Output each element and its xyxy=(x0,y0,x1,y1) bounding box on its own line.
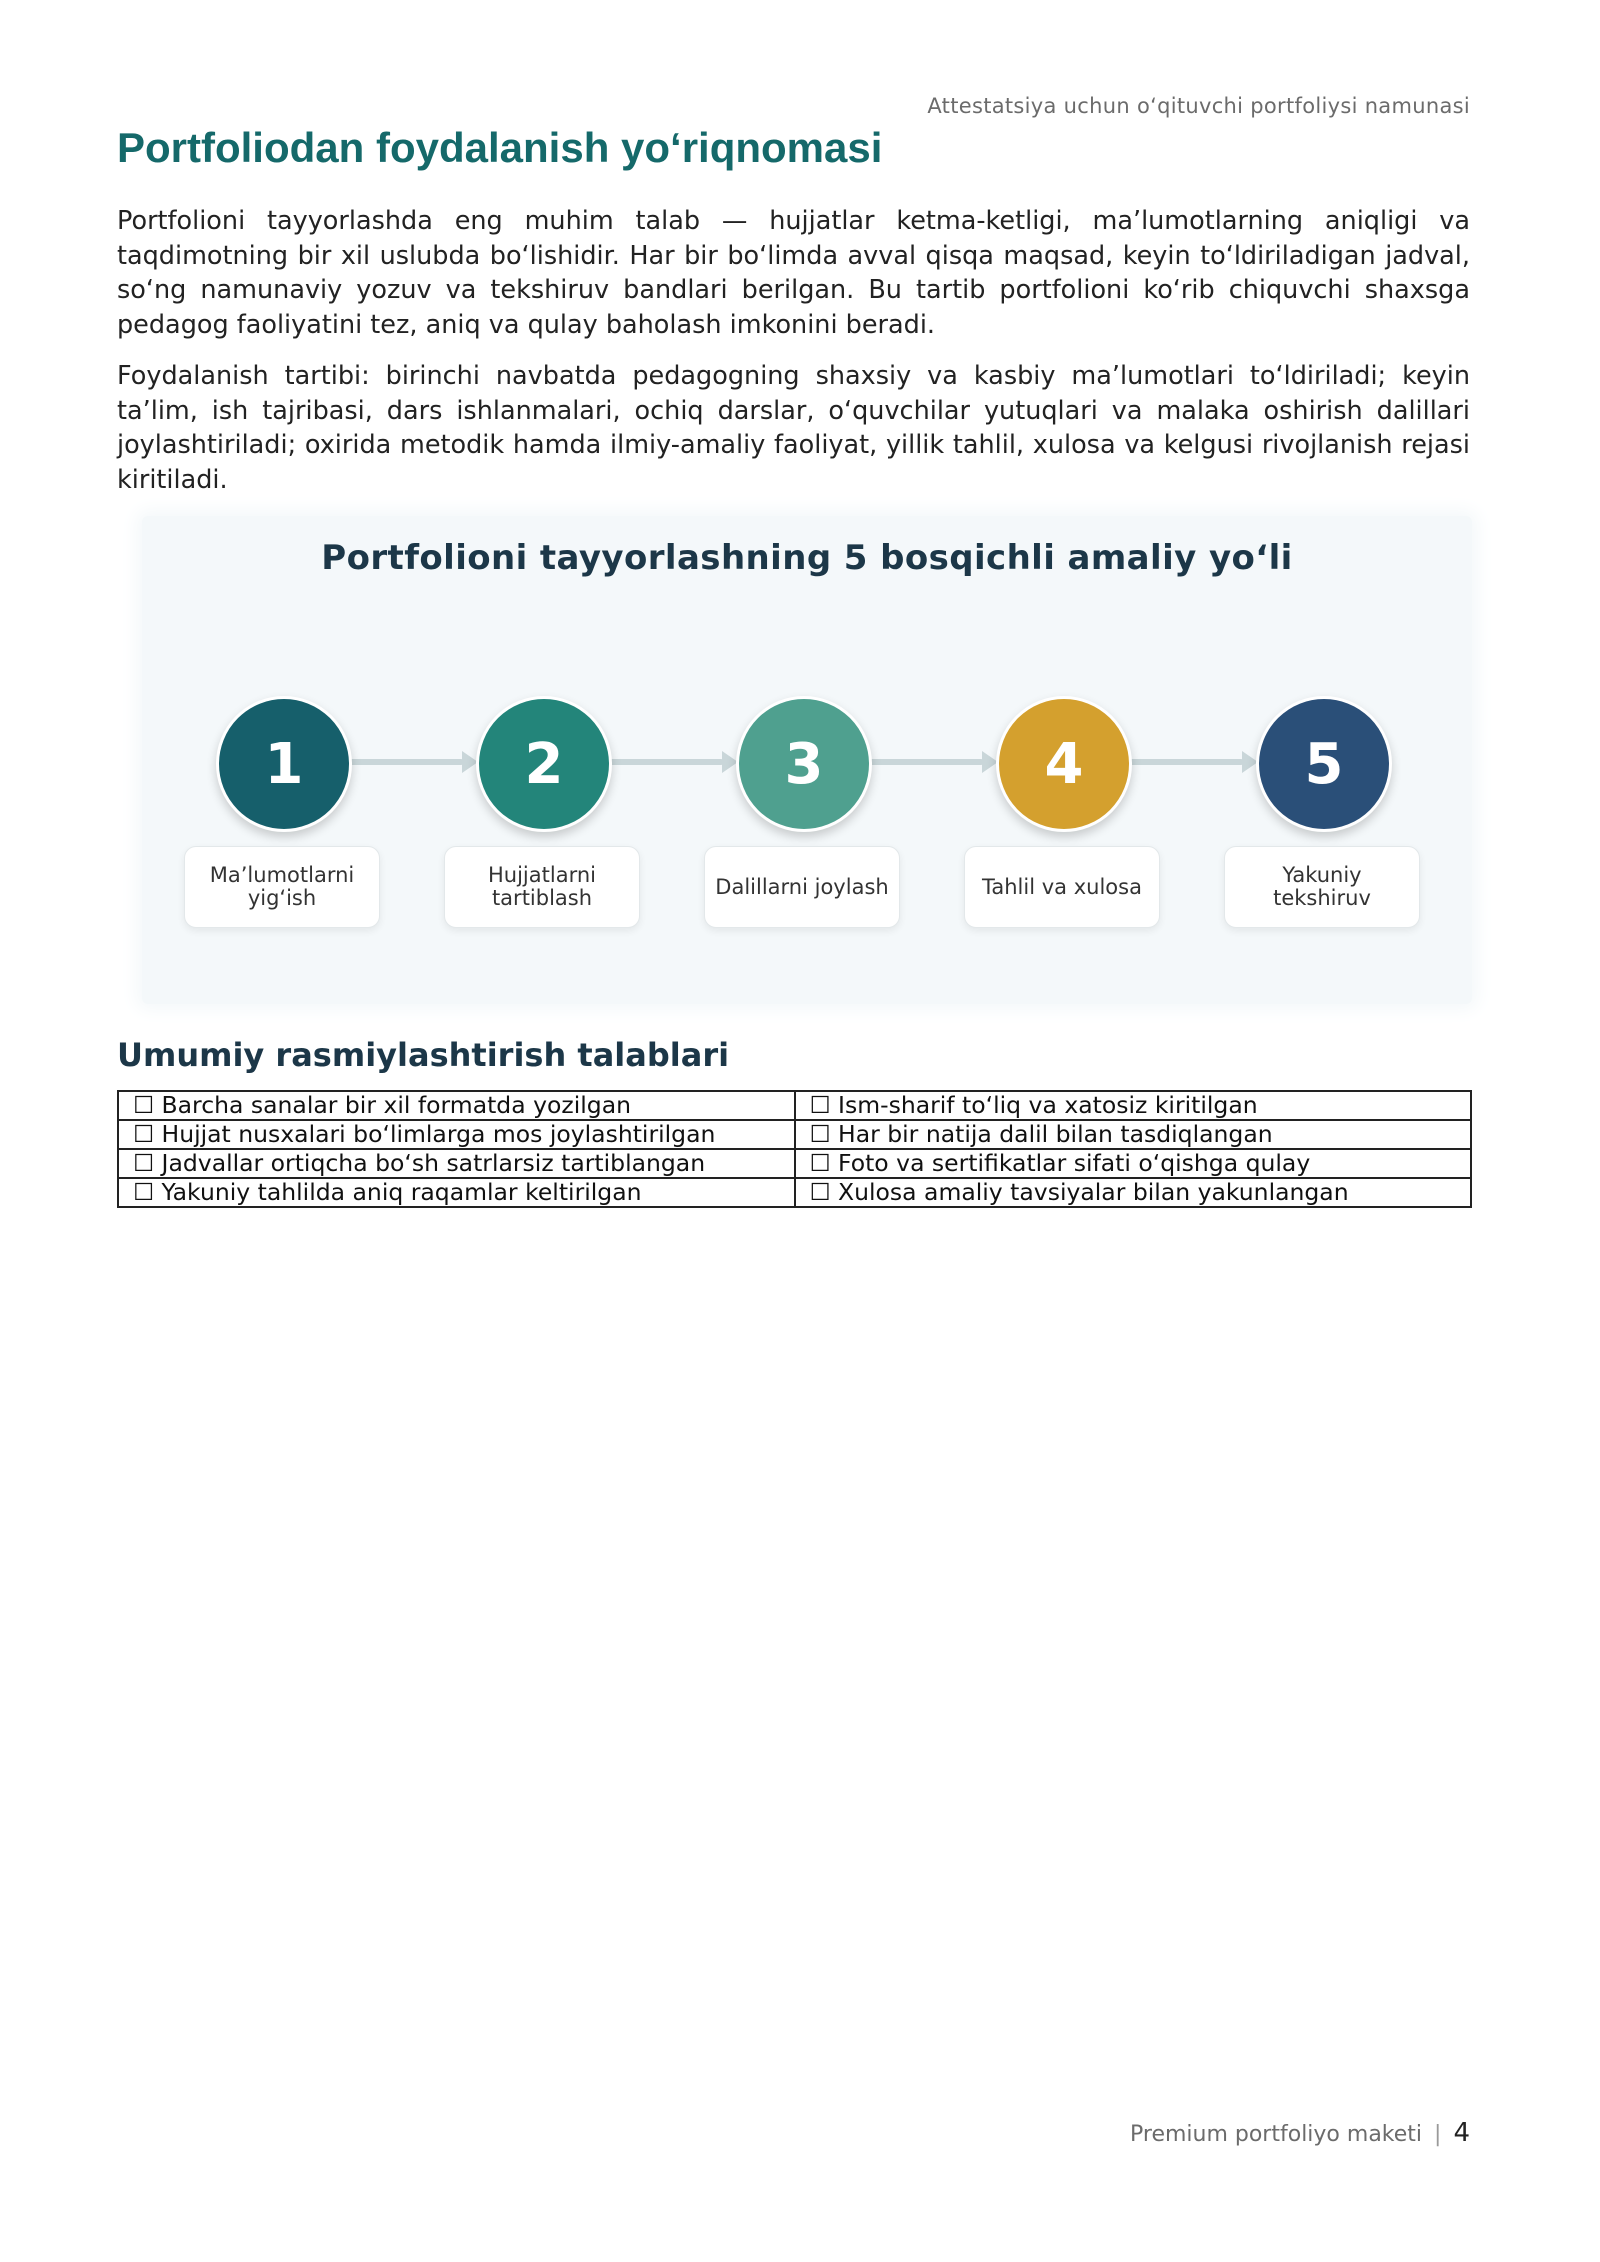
page-footer xyxy=(1130,2118,1470,2148)
checklist-item: ☐ Har bir natija dalil bilan tasdiqlangan xyxy=(795,1120,1472,1149)
step-3-label: Dalillarni joylash xyxy=(704,846,900,928)
page-number: 4 xyxy=(1453,2118,1470,2148)
checklist-item: ☐ Jadvallar ortiqcha bo‘sh satrlarsiz tartiblangan xyxy=(118,1149,795,1178)
usage-paragraph: Foydalanish tartibi: birinchi navbatda pedagogning shaxsiy va kasbiy ma’lumotlari to‘ldiriladi; keyin ta’lim, ish tajribasi, dars ishlanmalari, ochiq darslar, o‘quvchilar yutuqlari va malaka oshirish dalillari joylashtiriladi; oxirida metodik hamda ilmiy-amaliy faoliyat, yillik tahlil, xulosa va kelgusi rivojlanish rejasi kiritiladi. xyxy=(117,361,1470,495)
step-4-label: Tahlil va xulosa xyxy=(964,846,1160,928)
step-3-circle: 3 xyxy=(736,696,872,832)
requirements-checklist-table xyxy=(117,1090,1472,1208)
footer-label: Premium portfoliyo maketi xyxy=(1130,2122,1423,2147)
step-2-label: Hujjatlarni tartiblash xyxy=(444,846,640,928)
step-1-label: Ma’lumotlarni yig‘ish xyxy=(184,846,380,928)
checklist-item: ☐ Foto va sertifikatlar sifati o‘qishga qulay xyxy=(795,1149,1472,1178)
page-title: Portfoliodan foydalanish yo‘riqnomasi xyxy=(117,124,883,171)
step-5-label: Yakuniy tekshiruv xyxy=(1224,846,1420,928)
step-2-circle: 2 xyxy=(476,696,612,832)
running-header: Attestatsiya uchun o‘qituvchi portfoliysi namunasi xyxy=(927,94,1470,118)
step-1-circle: 1 xyxy=(216,696,352,832)
checklist-item: ☐ Hujjat nusxalari bo‘limlarga mos joylashtirilgan xyxy=(118,1120,795,1149)
intro-paragraph: Portfolioni tayyorlashda eng muhim talab — hujjatlar ketma-ketligi, ma’lumotlarning aniqligi va taqdimotning bir xil uslubda bo‘lishidir. Har bir bo‘limda avval qisqa maqsad, keyin to‘ldiriladigan jadval, so‘ng namunaviy yozuv va tekshiruv bandlari berilgan. Bu tartib portfolioni ko‘rib chiquvchi shaxsga pedagog faoliyatini tez, aniq va qulay baholash imkonini beradi. xyxy=(117,206,1470,340)
checklist-item: ☐ Barcha sanalar bir xil formatda yozilgan xyxy=(118,1091,795,1120)
table-row xyxy=(118,1149,1471,1178)
infographic-title: Portfolioni tayyorlashning 5 bosqichli amaliy yo‘li xyxy=(321,538,1293,578)
requirements-heading: Umumiy rasmiylashtirish talablari xyxy=(117,1036,730,1074)
step-connector-arrow xyxy=(1126,759,1244,765)
table-row xyxy=(118,1178,1471,1207)
table-row xyxy=(118,1091,1471,1120)
footer-separator: | xyxy=(1434,2122,1442,2147)
step-4-circle: 4 xyxy=(996,696,1132,832)
checklist-item: ☐ Ism-sharif to‘liq va xatosiz kiritilgan xyxy=(795,1091,1472,1120)
step-connector-arrow xyxy=(606,759,724,765)
table-row xyxy=(118,1120,1471,1149)
steps-infographic xyxy=(142,516,1472,1004)
step-5-circle: 5 xyxy=(1256,696,1392,832)
step-connector-arrow xyxy=(866,759,984,765)
step-connector-arrow xyxy=(346,759,464,765)
checklist-item: ☐ Xulosa amaliy tavsiyalar bilan yakunlangan xyxy=(795,1178,1472,1207)
checklist-item: ☐ Yakuniy tahlilda aniq raqamlar keltirilgan xyxy=(118,1178,795,1207)
